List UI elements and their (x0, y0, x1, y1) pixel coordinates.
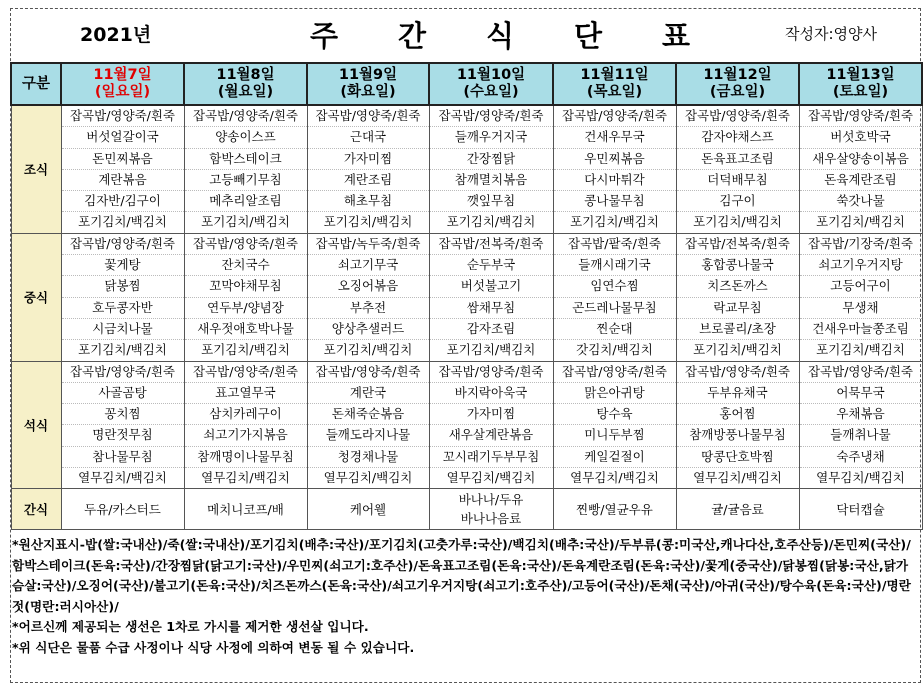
author-label: 작성자:영양사 (785, 25, 877, 43)
menu-cell (61, 233, 184, 361)
menu-item: 새우젓애호박나물 (185, 319, 307, 340)
title-char: 표 (661, 19, 690, 53)
menu-cell (61, 361, 184, 489)
menu-cell (184, 105, 307, 233)
page-title (310, 14, 690, 53)
menu-item: 잡곡밥/영양죽/흰죽 (554, 362, 676, 383)
menu-item: 갓김치/백김치 (576, 342, 653, 358)
menu-item: 포기김치/백김치 (201, 342, 290, 358)
snack-item: 바나나음료 (460, 511, 522, 527)
meal-row (11, 361, 922, 489)
menu-item: 잡곡밥/영양죽/흰죽 (308, 106, 429, 127)
menu-item: 잡곡밥/영양죽/흰죽 (677, 106, 799, 127)
menu-item: 시금치나물 (62, 319, 184, 340)
menu-item: 김구이 (677, 191, 799, 212)
menu-item: 더덕배무침 (677, 170, 799, 191)
menu-item: 미니두부찜 (554, 425, 676, 446)
menu-item: 잡곡밥/영양죽/흰죽 (430, 106, 553, 127)
menu-item: 잡곡밥/영양죽/흰죽 (62, 362, 184, 383)
menu-item: 잡곡밥/영양죽/흰죽 (62, 234, 184, 255)
menu-item: 열무김치/백김치 (201, 470, 290, 486)
menu-item: 잡곡밥/기장죽/흰죽 (800, 234, 922, 255)
menu-item: 포기김치/백김치 (570, 214, 659, 230)
snack-label: 간식 (11, 489, 61, 530)
menu-item: 열무김치/백김치 (570, 470, 659, 486)
menu-item: 우민찌볶음 (554, 149, 676, 170)
menu-item: 삼치카레구이 (185, 404, 307, 425)
day-date: 11월13일 (826, 67, 895, 83)
menu-item: 꼬막야채무침 (185, 276, 307, 297)
menu-item: 가자미찜 (308, 149, 429, 170)
meal-label: 석식 (11, 361, 61, 489)
menu-item: 열무김치/백김치 (78, 470, 167, 486)
snack-cell (184, 489, 307, 530)
menu-item: 잡곡밥/영양죽/흰죽 (554, 106, 676, 127)
menu-item: 꼬시래기두부무침 (430, 447, 553, 468)
menu-item: 고등어구이 (800, 276, 922, 297)
menu-item: 들깨우거지국 (430, 127, 553, 148)
meal-row (11, 233, 922, 361)
meal-label: 조식 (11, 105, 61, 233)
notes-section (12, 535, 917, 658)
day-weekday: (수요일) (463, 84, 519, 100)
menu-item: 바지락아욱국 (430, 383, 553, 404)
menu-item: 땅콩단호박찜 (677, 447, 799, 468)
menu-item: 잡곡밥/전복죽/흰죽 (677, 234, 799, 255)
menu-item: 어묵무국 (800, 383, 922, 404)
menu-item: 잡곡밥/전복죽/흰죽 (430, 234, 553, 255)
menu-item: 양상추샐러드 (308, 319, 429, 340)
menu-item: 순두부국 (430, 255, 553, 276)
menu-item: 연두부/양념장 (185, 298, 307, 319)
menu-cell (553, 233, 676, 361)
menu-item: 무생채 (800, 298, 922, 319)
menu-cell (676, 105, 799, 233)
menu-item: 열무김치/백김치 (816, 470, 905, 486)
menu-item: 열무김치/백김치 (323, 470, 413, 486)
day-weekday: (월요일) (217, 84, 274, 100)
menu-item: 버섯얼갈이국 (62, 127, 184, 148)
title-char: 간 (397, 19, 426, 53)
menu-item: 건새우무국 (554, 127, 676, 148)
menu-item: 찐순대 (554, 319, 676, 340)
menu-item: 건새우마늘쫑조림 (800, 319, 922, 340)
change-note: *위 식단은 물품 수급 사정이나 식당 사정에 의하여 변동 될 수 있습니다. (12, 639, 415, 655)
day-date: 11월11일 (580, 67, 649, 83)
menu-item: 우채볶음 (800, 404, 922, 425)
menu-item: 호두콩자반 (62, 298, 184, 319)
menu-cell (429, 105, 553, 233)
menu-cell (799, 361, 922, 489)
menu-item: 열무김치/백김치 (446, 470, 536, 486)
snack-row (11, 489, 922, 530)
menu-item: 계란국 (308, 383, 429, 404)
snack-item: 두유/카스터드 (84, 501, 161, 517)
menu-item: 돈육계란조림 (800, 170, 922, 191)
menu-item: 김자반/김구이 (62, 191, 184, 212)
menu-item: 쇠고기가지볶음 (185, 425, 307, 446)
day-header (61, 63, 184, 105)
menu-item: 포기김치/백김치 (446, 342, 536, 358)
menu-cell (429, 233, 553, 361)
menu-item: 명란젓무침 (62, 425, 184, 446)
menu-cell (184, 361, 307, 489)
menu-item: 잡곡밥/영양죽/흰죽 (62, 106, 184, 127)
day-header (799, 63, 922, 105)
corner-cell: 구분 (11, 63, 61, 105)
year-label: 2021년 (80, 24, 152, 46)
menu-item: 잡곡밥/영양죽/흰죽 (430, 362, 553, 383)
menu-item: 브로콜리/초장 (677, 319, 799, 340)
menu-item: 포기김치/백김치 (816, 342, 905, 358)
day-weekday: (화요일) (340, 84, 396, 100)
menu-item: 닭봉찜 (62, 276, 184, 297)
menu-item: 쇠고기무국 (308, 255, 429, 276)
snack-cell (61, 489, 184, 530)
menu-item: 돈육표고조림 (677, 149, 799, 170)
menu-item: 해초무침 (308, 191, 429, 212)
menu-cell (676, 361, 799, 489)
menu-item: 들깨취나물 (800, 425, 922, 446)
menu-item: 간장찜닭 (430, 149, 553, 170)
snack-cell (307, 489, 429, 530)
menu-cell (799, 105, 922, 233)
menu-item: 버섯호박국 (800, 127, 922, 148)
menu-cell (553, 105, 676, 233)
menu-item: 콩나물무침 (554, 191, 676, 212)
menu-item: 잡곡밥/영양죽/흰죽 (308, 362, 429, 383)
weekly-menu-table (10, 62, 923, 530)
menu-item: 잡곡밥/영양죽/흰죽 (185, 234, 307, 255)
fish-note: *어르신께 제공되는 생선은 1차로 가시를 제거한 생선살 입니다. (12, 619, 369, 634)
menu-item: 사골곰탕 (62, 383, 184, 404)
header-row (11, 63, 922, 105)
menu-item: 꽃게탕 (62, 255, 184, 276)
menu-item: 잡곡밥/영양죽/흰죽 (677, 362, 799, 383)
snack-cell (799, 489, 922, 530)
menu-item: 돈채죽순볶음 (308, 404, 429, 425)
day-date: 11월9일 (338, 67, 398, 83)
meal-label: 중식 (11, 233, 61, 361)
menu-item: 곤드레나물무침 (554, 298, 676, 319)
menu-item: 깻잎무침 (430, 191, 553, 212)
menu-item: 새우살양송이볶음 (800, 149, 922, 170)
menu-item: 홍어찜 (677, 404, 799, 425)
day-date: 11월8일 (216, 67, 275, 83)
menu-item: 포기김치/백김치 (816, 214, 905, 230)
menu-item: 참깨멸치볶음 (430, 170, 553, 191)
menu-item: 열무김치/백김치 (693, 470, 782, 486)
menu-item: 포기김치/백김치 (693, 342, 782, 358)
day-weekday: (금요일) (709, 84, 766, 100)
menu-cell (553, 361, 676, 489)
menu-item: 케일겉절이 (554, 447, 676, 468)
menu-item: 락교무침 (677, 298, 799, 319)
snack-item: 메치니코프/배 (207, 501, 284, 517)
day-date: 11월10일 (456, 67, 526, 83)
snack-item: 바나나/두유 (458, 492, 524, 508)
menu-item: 계란조림 (308, 170, 429, 191)
menu-item: 포기김치/백김치 (323, 214, 413, 230)
day-date: 11월12일 (703, 67, 772, 83)
menu-item: 오징어볶음 (308, 276, 429, 297)
menu-item: 잡곡밥/영양죽/흰죽 (800, 362, 922, 383)
menu-cell (307, 105, 429, 233)
menu-item: 포기김치/백김치 (78, 342, 167, 358)
menu-item: 쑥갓나물 (800, 191, 922, 212)
menu-item: 근대국 (308, 127, 429, 148)
day-header (429, 63, 553, 105)
menu-item: 함박스테이크 (185, 149, 307, 170)
snack-cell (553, 489, 676, 530)
menu-item: 부추전 (308, 298, 429, 319)
day-header (553, 63, 676, 105)
menu-item: 들깨도라지나물 (308, 425, 429, 446)
snack-item: 케어웰 (349, 501, 387, 517)
snack-cell (676, 489, 799, 530)
menu-item: 맑은아귀탕 (554, 383, 676, 404)
menu-item: 꽁치찜 (62, 404, 184, 425)
snack-item: 찐빵/열균우유 (576, 501, 653, 517)
menu-item: 포기김치/백김치 (78, 214, 167, 230)
menu-item: 잡곡밥/영양죽/흰죽 (185, 106, 307, 127)
menu-item: 잡곡밥/영양죽/흰죽 (185, 362, 307, 383)
menu-item: 탕수육 (554, 404, 676, 425)
day-header (307, 63, 429, 105)
menu-item: 포기김치/백김치 (201, 214, 290, 230)
menu-item: 잡곡밥/녹두죽/흰죽 (308, 234, 429, 255)
menu-item: 잡곡밥/영양죽/흰죽 (800, 106, 922, 127)
menu-item: 돈민찌볶음 (62, 149, 184, 170)
day-weekday: (목요일) (586, 84, 643, 100)
title-char: 식 (485, 19, 514, 53)
menu-item: 가자미찜 (430, 404, 553, 425)
menu-item: 홍합콩나물국 (677, 255, 799, 276)
menu-item: 참깨방풍나물무침 (677, 425, 799, 446)
menu-item: 쇠고기우거지탕 (800, 255, 922, 276)
menu-item: 다시마튀각 (554, 170, 676, 191)
menu-cell (429, 361, 553, 489)
snack-item: 닥터캡슐 (836, 501, 885, 517)
menu-item: 버섯불고기 (430, 276, 553, 297)
menu-item: 새우살계란볶음 (430, 425, 553, 446)
menu-item: 참나물무침 (62, 447, 184, 468)
menu-cell (676, 233, 799, 361)
title-char: 단 (573, 19, 602, 53)
menu-item: 잔치국수 (185, 255, 307, 276)
day-date: 11월7일 (93, 67, 152, 83)
origin-note: *원산지표시-밥(쌀:국내산)/죽(쌀:국내산)/포기김치(배추:국산)/포기김치(고춧가루:국산)/백김치(배추:국산)/두부류(콩:미국산,캐나다산,호주산등)/돈민찌(국산)/함박스테이크(돈육:국산)/간장찜닭(닭고기:국산)/우민찌(쇠고기:호주산)/돈육표고조림(돈육:국산)/돈육계란조림(돈육:국산)/꽃게(중국산)/닭봉찜(닭봉:국산,닭가슴살:국산)/오징어(국산)/불고기(돈육:국산)/치즈돈까스(돈육:국산)/쇠고기우거지탕(쇠고기:호주산)/고등어(국산)/돈채(국산)/아귀(국산)/탕수육(돈육:국산)/명란젓(명란:러시아산)/ (12, 537, 911, 614)
day-weekday: (일요일) (94, 84, 151, 100)
menu-item: 계란볶음 (62, 170, 184, 191)
menu-cell (307, 233, 429, 361)
menu-item: 쌈채무침 (430, 298, 553, 319)
meal-row (11, 105, 922, 233)
menu-cell (799, 233, 922, 361)
page-header (10, 8, 921, 62)
menu-item: 숙주냉채 (800, 447, 922, 468)
day-header (676, 63, 799, 105)
menu-item: 메추리알조림 (185, 191, 307, 212)
snack-cell (429, 489, 553, 530)
menu-cell (184, 233, 307, 361)
menu-item: 참깨명이나물무침 (185, 447, 307, 468)
menu-item: 청경채나물 (308, 447, 429, 468)
menu-item: 포기김치/백김치 (446, 214, 536, 230)
menu-item: 표고열무국 (185, 383, 307, 404)
menu-item: 들깨시래기국 (554, 255, 676, 276)
snack-item: 귤/귤음료 (711, 501, 764, 517)
menu-cell (307, 361, 429, 489)
day-weekday: (토요일) (832, 84, 889, 100)
menu-item: 감자조림 (430, 319, 553, 340)
menu-item: 포기김치/백김치 (323, 342, 413, 358)
menu-item: 치즈돈까스 (677, 276, 799, 297)
menu-item: 양송이스프 (185, 127, 307, 148)
menu-item: 포기김치/백김치 (693, 214, 782, 230)
menu-item: 두부유채국 (677, 383, 799, 404)
menu-item: 고등빼기무침 (185, 170, 307, 191)
title-char: 주 (310, 19, 339, 53)
menu-item: 감자야채스프 (677, 127, 799, 148)
menu-cell (61, 105, 184, 233)
day-header (184, 63, 307, 105)
menu-item: 임연수찜 (554, 276, 676, 297)
menu-item: 잡곡밥/팥죽/흰죽 (554, 234, 676, 255)
